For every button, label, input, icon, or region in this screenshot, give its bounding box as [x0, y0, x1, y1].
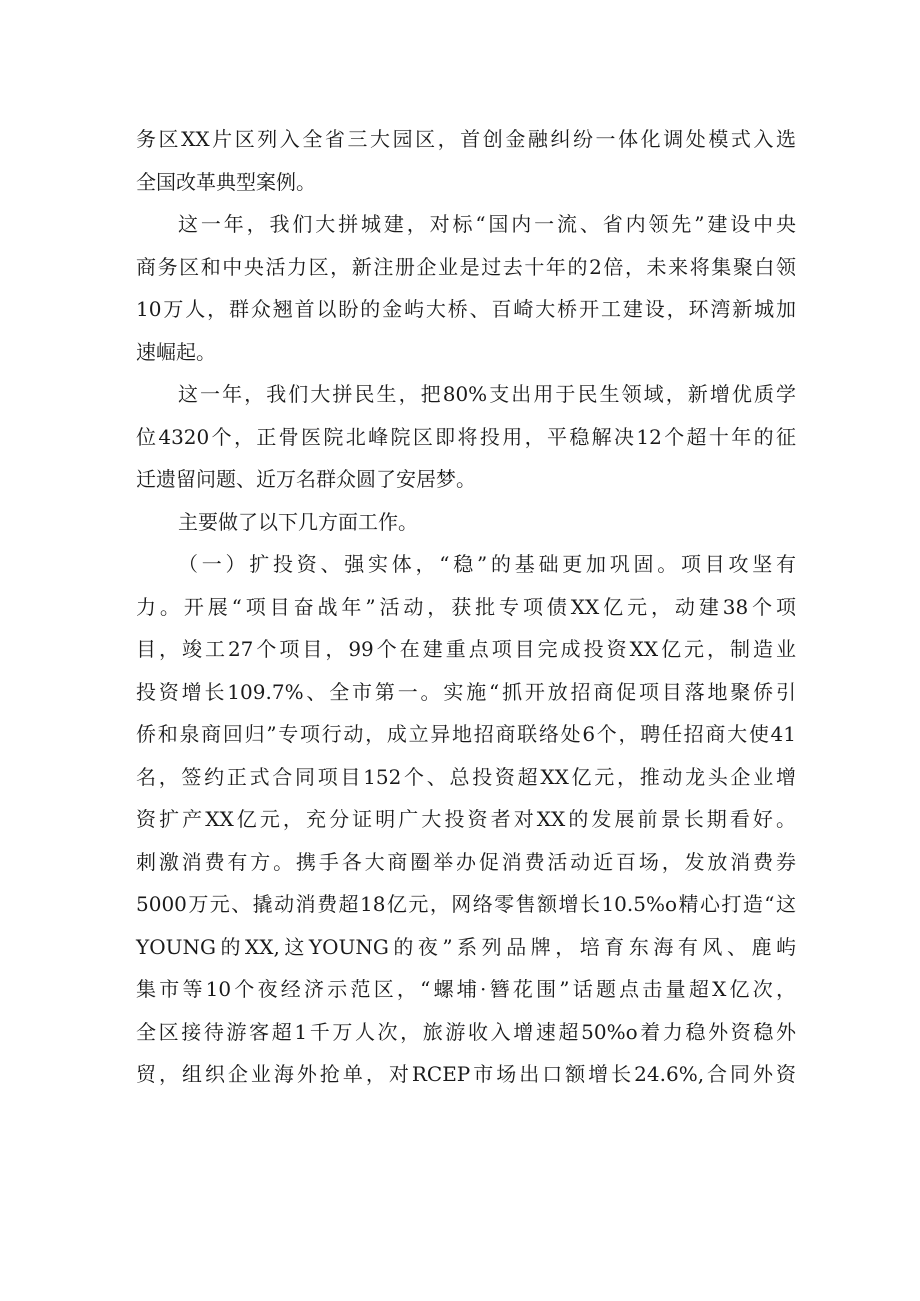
- text-line: 迁遗留问题、近万名群众圆了安居梦。: [136, 467, 476, 491]
- text-line: 10万人，群众翘首以盼的金屿大桥、百崎大桥开工建设，环湾新城加: [136, 297, 796, 321]
- text-line: 力。开展“项目奋战年”活动，获批专项债XX亿元，动建38个项: [136, 594, 796, 619]
- text-line: 速崛起。: [136, 339, 216, 364]
- text-line: 贸，组织企业海外抢单，对RCEP市场出口额增长24.6%,合同外资: [136, 1062, 796, 1086]
- text-line: 位4320个，正骨医院北峰院区即将投用，平稳解决12个超十年的征: [136, 424, 796, 449]
- text-line: 刺激消费有方。携手各大商圈举办促消费活动近百场，发放消费券: [136, 849, 796, 874]
- text-line: 全国改革典型案例。: [136, 169, 316, 194]
- text-line: 目，竣工27个项目，99个在建重点项目完成投资XX亿元，制造业: [136, 637, 796, 661]
- text-line: 侨和泉商回归”专项行动，成立异地招商联络处6个，聘任招商大使41: [136, 722, 796, 746]
- text-line: 主要做了以下几方面工作。: [178, 509, 418, 534]
- text-line: 全区接待游客超1千万人次，旅游收入增速超50%o着力稳外资稳外: [136, 1019, 796, 1044]
- text-line: 务区XX片区列入全省三大园区，首创金融纠纷一体化调处模式入选: [136, 127, 796, 151]
- text-line: 商务区和中央活力区，新注册企业是过去十年的2倍，未来将集聚白领: [136, 254, 796, 279]
- text-line: 这一年，我们大拼民生，把80%支出用于民生领域，新增优质学: [178, 382, 796, 406]
- text-line: 名，签约正式合同项目152个、总投资超XX亿元，推动龙头企业增: [136, 764, 796, 789]
- text-line: 资扩产XX亿元，充分证明广大投资者对XX的发展前景长期看好。: [136, 807, 796, 831]
- text-line: （一）扩投资、强实体，“稳”的基础更加巩固。项目攻坚有: [178, 552, 796, 576]
- text-line: 集市等10个夜经济示范区，“螺埔·簪花围”话题点击量超X亿次，: [136, 977, 796, 1001]
- text-line: YOUNG的XX,这YOUNG的夜”系列品牌，培育东海有风、鹿屿: [136, 934, 796, 959]
- document-body: [136, 118, 796, 1096]
- text-line: 这一年，我们大拼城建，对标“国内一流、省内领先”建设中央: [178, 212, 796, 236]
- text-line: 投资增长109.7%、全市第一。实施“抓开放招商促项目落地聚侨引: [136, 679, 796, 704]
- text-line: 5000万元、撬动消费超18亿元，网络零售额增长10.5%o精心打造“这: [136, 892, 796, 916]
